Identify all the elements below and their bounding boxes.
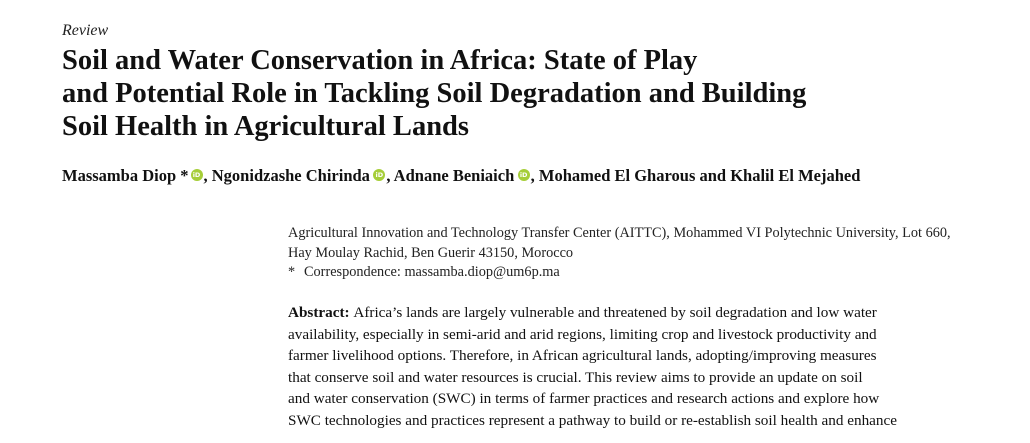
author-separator: , — [203, 166, 212, 185]
abstract-line: farmer livelihood options. Therefore, in African agricultural lands, adopting/improving measures — [288, 347, 877, 364]
abstract-label: Abstract: — [288, 304, 350, 321]
author-separator: , — [530, 166, 539, 185]
author-name[interactable]: Mohamed El Gharous and Khalil El Mejahed — [538, 166, 861, 185]
abstract-line: availability, especially in semi-arid and arid regions, limiting crop and livestock productivity and — [288, 325, 877, 343]
abstract-line: that conserve soil and water resources is crucial. This review aims to provide an update on soil — [288, 368, 863, 386]
author-name[interactable]: Ngonidzashe Chirinda — [211, 166, 370, 185]
correspondence-line — [288, 263, 988, 283]
correspondence-marker: * — [288, 264, 296, 280]
orcid-icon[interactable]: iD — [373, 169, 385, 181]
article-type: Review — [62, 22, 109, 39]
corresponding-marker: * — [176, 166, 189, 185]
abstract-line — [288, 302, 988, 324]
title-line: Soil Health in Agricultural Lands — [62, 111, 469, 142]
abstract-line: SWC technologies and practices represent a pathway to build or re-establish soil health and enhance — [288, 411, 897, 429]
abstract-line: and water conservation (SWC) in terms of farmer practices and research actions and explore how — [288, 390, 880, 407]
abstract-text: Africa’s lands are largely vulnerable and threatened by soil degradation and low water — [353, 304, 877, 321]
author-name[interactable]: Adnane Beniaich — [393, 166, 515, 185]
orcid-icon[interactable]: iD — [191, 169, 203, 181]
orcid-icon[interactable]: iD — [518, 169, 530, 181]
paper-title — [62, 44, 1012, 143]
affiliation-line: Agricultural Innovation and Technology Transfer Center (AITTC), Mohammed VI Polytechnic University, Lot 660, — [288, 225, 951, 241]
affiliation-line: Hay Moulay Rachid, Ben Guerir 43150, Morocco — [288, 244, 574, 261]
title-line: Soil and Water Conservation in Africa: State of Play — [62, 45, 698, 76]
correspondence-text[interactable]: Correspondence: massamba.diop@um6p.ma — [304, 264, 560, 280]
author-list — [62, 166, 860, 186]
affiliation-block — [288, 224, 988, 283]
title-line: and Potential Role in Tackling Soil Degradation and Building — [62, 78, 807, 109]
author-separator: , — [386, 166, 394, 185]
abstract — [288, 302, 988, 431]
author-name[interactable]: Massamba Diop — [62, 166, 177, 185]
